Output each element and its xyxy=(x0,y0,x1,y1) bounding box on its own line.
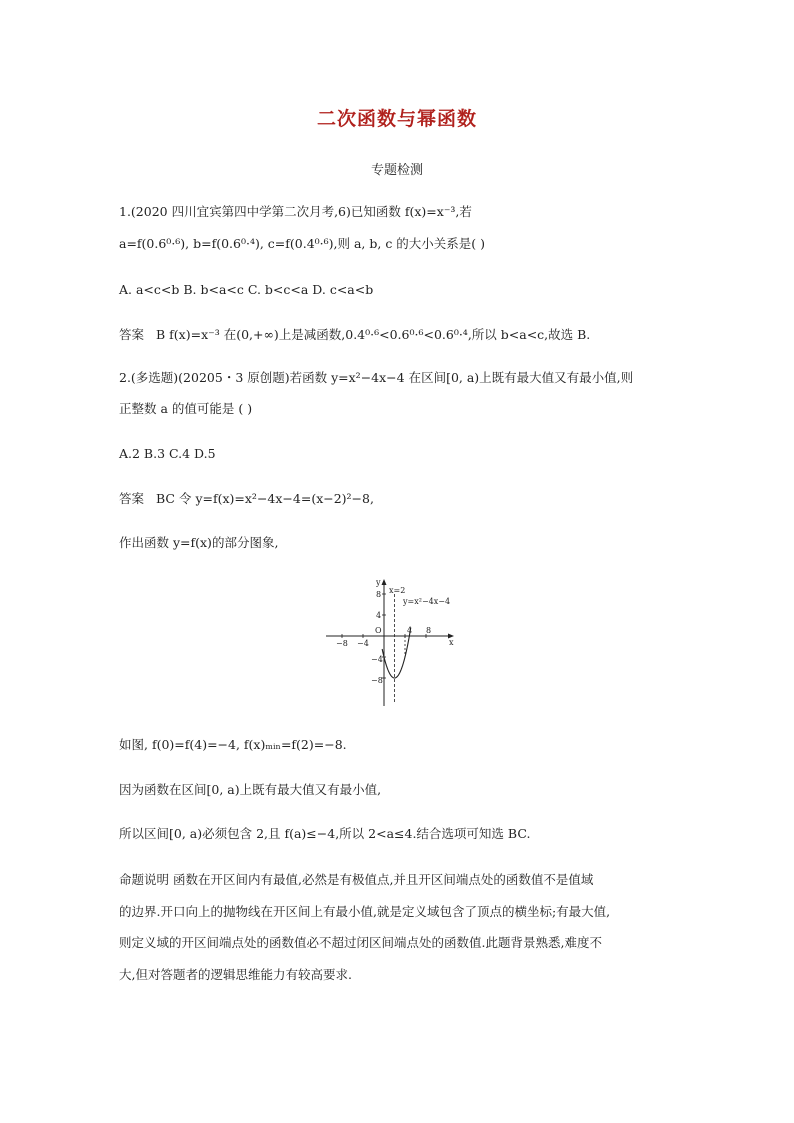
y-axis-arrow xyxy=(382,579,387,585)
q1-options: A. a<c<b B. b<a<c C. b<c<a D. c<a<b xyxy=(119,282,374,297)
q1-stem-line2: a=f(0.6⁰·⁶), b=f(0.6⁰·⁴), c=f(0.4⁰·⁶),则 a, b, c 的大小关系是( ) xyxy=(119,236,486,251)
q2-graph-conclusion: 如图, f(0)=f(4)=−4, f(x)ₘᵢₙ=f(2)=−8. xyxy=(119,737,347,752)
q2-stem-line1: 2.(多选题)(20205・3 原创题)若函数 y=x²−4x−4 在区间[0, a)上既有最大值又有最小值,则 xyxy=(119,370,634,385)
page-title: 二次函数与幂函数 xyxy=(316,108,477,130)
q2-note-line3: 则定义域的开区间端点处的函数值必不超过闭区间端点处的函数值.此题背景熟悉,难度不 xyxy=(119,935,602,950)
q2-answer-text: BC 令 y=f(x)=x²−4x−4=(x−2)²−8, xyxy=(156,491,374,506)
q2-note-line1: 命题说明 函数在开区间内有最值,必然是有极值点,并且开区间端点处的函数值不是值域 xyxy=(119,872,594,887)
curve-label: y=x²−4x−4 xyxy=(403,597,451,606)
x-axis-label: x xyxy=(449,638,454,647)
y-tick-label: 4 xyxy=(376,611,382,620)
symmetry-line-label: x=2 xyxy=(389,586,406,595)
y-tick-label: −8 xyxy=(371,676,383,685)
parabola-graph xyxy=(324,578,456,708)
x-tick-label: −4 xyxy=(357,639,369,648)
page-subtitle: 专题检测 xyxy=(370,163,423,178)
q2-stem-line2: 正整数 a 的值可能是 ( ) xyxy=(119,401,253,416)
y-tick-label: −4 xyxy=(371,655,383,664)
q2-note-line2: 的边界.开口向上的抛物线在开区间上有最小值,就是定义域包含了顶点的横坐标;有最大值, xyxy=(119,904,611,919)
q2-reason-line1: 因为函数在区间[0, a)上既有最大值又有最小值, xyxy=(119,782,382,797)
q1-answer-label: 答案 xyxy=(119,327,145,342)
q2-reason-line2: 所以区间[0, a)必须包含 2,且 f(a)≤−4,所以 2<a≤4.结合选项可知选 BC. xyxy=(119,826,531,841)
q2-options: A.2 B.3 C.4 D.5 xyxy=(119,446,216,461)
y-axis-label: y xyxy=(376,578,381,587)
q1-answer-text: B f(x)=x⁻³ 在(0,+∞)上是减函数,0.4⁰·⁶<0.6⁰·⁶<0.6⁰·⁴,所以 b<a<c,故选 B. xyxy=(156,327,591,342)
parabola-curve xyxy=(382,628,411,678)
q2-answer xyxy=(119,490,374,508)
x-tick-label: 8 xyxy=(426,626,432,635)
origin-label: O xyxy=(375,626,382,635)
x-tick-label: 4 xyxy=(407,626,413,635)
q2-graph-intro: 作出函数 y=f(x)的部分图象, xyxy=(119,535,279,550)
q2-note-line4: 大,但对答题者的逻辑思维能力有较高要求. xyxy=(119,967,352,982)
q2-answer-label: 答案 xyxy=(119,491,145,506)
q1-answer xyxy=(119,326,590,344)
y-tick-label: 8 xyxy=(376,590,382,599)
x-tick-label: −8 xyxy=(336,639,348,648)
q1-stem-line1: 1.(2020 四川宜宾第四中学第二次月考,6)已知函数 f(x)=x⁻³,若 xyxy=(119,204,472,219)
